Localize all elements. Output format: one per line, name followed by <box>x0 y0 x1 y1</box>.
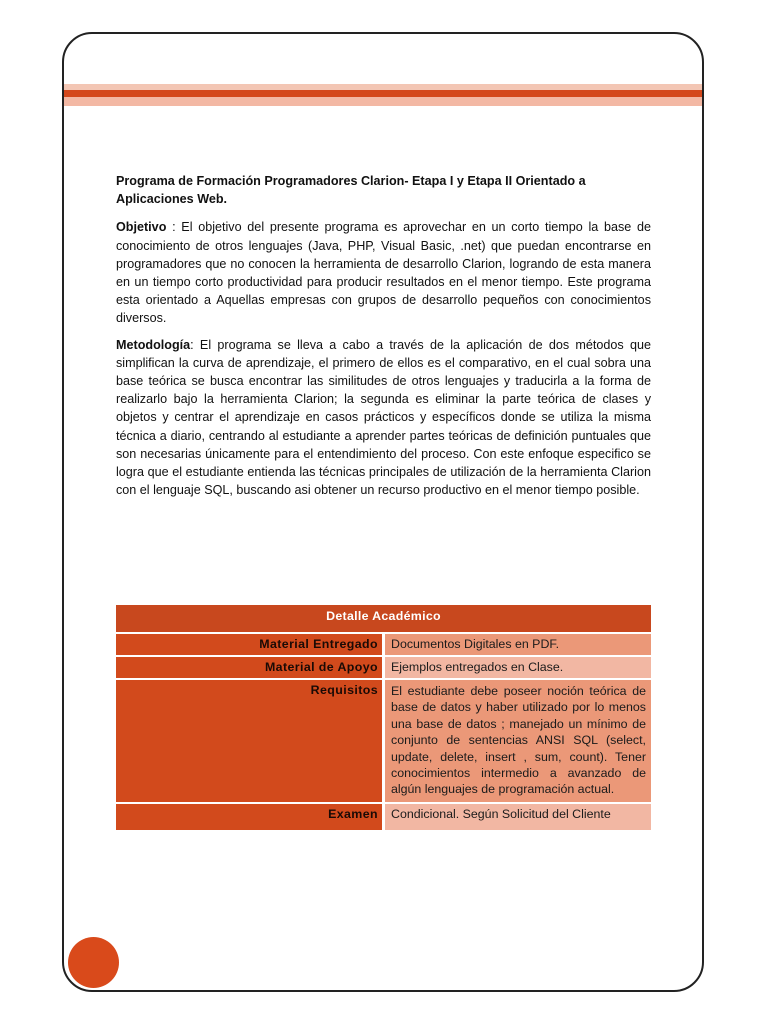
row-value: El estudiante debe poseer noción teórica de base de datos y haber utilizado por lo menos una base de datos ; manejado un mínimo de conjunto de sentencias ANSI SQL (select, update, delete, insert , sum, count). Tener conocimientos intermedio a avanzado de algún lenguajes de programación actual. <box>382 680 651 802</box>
header-band-accent <box>64 90 702 97</box>
metodologia-paragraph <box>116 336 651 500</box>
row-label: Material Entregado <box>116 634 382 655</box>
table-row <box>116 804 651 832</box>
academic-detail-table <box>116 605 651 832</box>
table-row <box>116 680 651 804</box>
objetivo-label: Objetivo <box>116 220 167 235</box>
header-band-light-lower <box>64 97 702 106</box>
objetivo-paragraph <box>116 218 651 327</box>
metodologia-text: : El programa se lleva a cabo a través de la aplicación de dos métodos que simplifican la curva de aprendizaje, el primero de ellos es el comparativo, en el cual sobra una base teórica se busca encontrar las similitudes de otros lenguajes y traducirla a la forma de realizarlo bajo la herramienta Clarion; la segunda es eliminar la parte teórica de clases y objetos y centrar el aprendizaje en casos prácticos y específicos donde se utiliza la misma técnica a diario, centrando al estudiante a aprender partes teóricas de definición puntuales que son necesarias únicamente para el entendimiento del proceso. Con este enfoque especifico se logra que el estudiante entienda las técnicas principales de utilización de la herramienta Clarion con el lenguaje SQL, buscando asi obtener un recurso productivo en el menor tiempo posible. <box>116 337 651 498</box>
row-label: Requisitos <box>116 680 382 802</box>
table-row <box>116 657 651 680</box>
row-value: Ejemplos entregados en Clase. <box>382 657 651 678</box>
row-label: Material de Apoyo <box>116 657 382 678</box>
document-body <box>116 172 651 507</box>
metodologia-label: Metodología <box>116 337 191 352</box>
table-row <box>116 634 651 657</box>
row-label: Examen <box>116 804 382 830</box>
row-value: Documentos Digitales en PDF. <box>382 634 651 655</box>
table-header: Detalle Académico <box>116 605 651 634</box>
page-number-circle <box>68 937 119 988</box>
document-title: Programa de Formación Programadores Clarion- Etapa I y Etapa II Orientado a Aplicaciones Web. <box>116 174 586 207</box>
row-value: Condicional. Según Solicitud del Cliente <box>382 804 651 830</box>
objetivo-text: : El objetivo del presente programa es aprovechar en un corto tiempo la base de conocimiento de otros lenguajes (Java, PHP, Visual Basic, .net) que puedan encontrarse en programadores que no conocen la herramienta de desarrollo Clarion, logrando de esta manera en un tiempo corto productividad para producir resultados en el menor tiempo. Este programa esta orientado a Aquellas empresas con grupos de desarrollo pequeños con conocimientos diversos. <box>116 220 651 326</box>
